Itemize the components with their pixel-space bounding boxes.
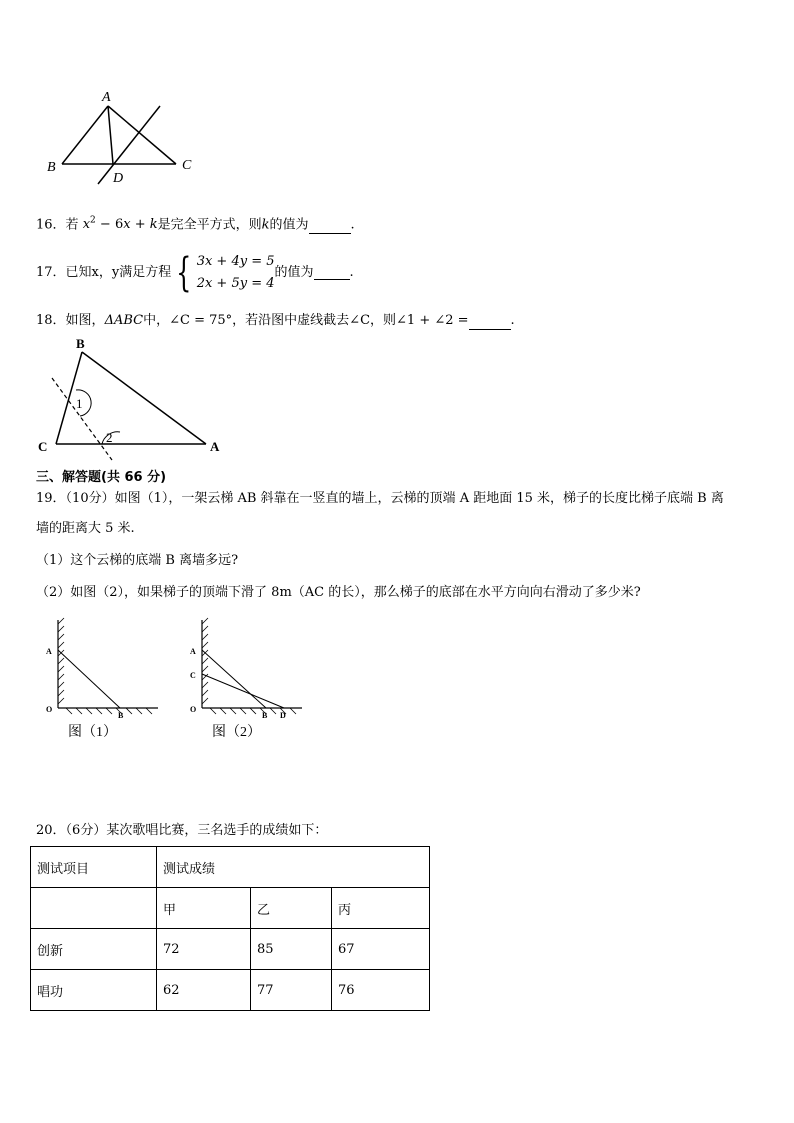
q18-text4: ，则 (370, 313, 397, 328)
triangle-figure-18 (34, 336, 234, 462)
q17-text2: 的值为 (274, 265, 314, 280)
label-b-fig2: B (262, 711, 268, 720)
ladder-figure-2 (184, 614, 314, 744)
label-c: C (182, 158, 192, 173)
triangle-abc-figure (40, 84, 200, 189)
q17-eq1: 3x + 4y = 5 (196, 253, 275, 269)
q17-eq2: 2x + 5y = 4 (196, 275, 275, 291)
caption-fig1: 图（1） (68, 725, 117, 740)
q19-line2: 墙的距离大 5 米. (36, 521, 135, 536)
label-d-fig2: D (280, 711, 286, 720)
label-a: A (102, 90, 111, 105)
q18-angle: ∠C = 75° (169, 313, 233, 328)
angle-1-label: 1 (76, 396, 83, 411)
empty-cell (31, 888, 157, 929)
label-a-18: A (210, 439, 220, 454)
q19-sub2: （2）如图（2），如果梯子的顶端下滑了 8m（AC 的长），那么梯子的底部在水平方向向右滑动了多少米? (36, 585, 641, 600)
q17-end: . (349, 265, 354, 280)
brace-icon: { (176, 249, 192, 296)
table-cell: 76 (332, 970, 430, 1011)
header-test-score: 测试成绩 (157, 847, 430, 888)
q16-text3: 的值为 (269, 217, 309, 233)
table-row (31, 847, 430, 888)
player-header: 丙 (332, 888, 430, 929)
q18-end: . (510, 313, 515, 328)
q16-text2: 是完全平方式，则 (157, 217, 262, 233)
q16-number: 16． (36, 217, 66, 233)
q16-end: . (350, 217, 355, 233)
table-cell: 77 (251, 970, 332, 1011)
player-header: 甲 (157, 888, 251, 929)
q17-system (197, 251, 275, 295)
scores-table (30, 846, 430, 1011)
q17-number: 17． (36, 265, 66, 280)
angle-2-label: 2 (106, 430, 113, 445)
answer-blank-18[interactable] (469, 315, 511, 330)
q20-text: 20．（6分）某次歌唱比赛，三名选手的成绩如下： (36, 823, 328, 838)
header-test-item: 测试项目 (31, 847, 157, 888)
row-label: 唱功 (31, 970, 157, 1011)
q18-text2: 中， (143, 313, 170, 328)
q18-angle-c: ∠C (349, 313, 371, 328)
table-row (31, 888, 430, 929)
q19-sub1: （1）这个云梯的底端 B 离墙多远? (36, 553, 239, 568)
table-cell: 85 (251, 929, 332, 970)
table-row (31, 970, 430, 1011)
section-heading: 三、解答题(共 66 分) (36, 470, 167, 485)
label-a-fig1: A (46, 647, 52, 656)
answer-blank-16[interactable] (309, 219, 351, 234)
label-o-fig1: O (46, 705, 53, 714)
caption-fig2: 图（2） (212, 725, 261, 740)
question-16 (36, 212, 355, 234)
label-o-fig2: O (190, 705, 197, 714)
q19-line1: 19．（10分）如图（1），一架云梯 AB 斜靠在一竖直的墙上，云梯的顶端 A 距地面 15 米，梯子的长度比梯子底端 B 离 (36, 491, 724, 506)
q17-text1: 已知x，y满足方程 (65, 265, 172, 280)
label-b-fig1: B (118, 711, 124, 720)
table-row (31, 929, 430, 970)
q16-expression: $x^2 - 6x + k$ (82, 216, 158, 233)
label-c-18: C (38, 439, 48, 454)
q16-k: k (261, 217, 270, 233)
label-a-fig2: A (190, 647, 196, 656)
q16-text1: 若 (65, 217, 79, 233)
q18-text1: 如图， (65, 313, 105, 328)
q18-text3: ，若沿图中虚线截去 (232, 313, 350, 328)
question-18 (36, 312, 515, 330)
player-header: 乙 (251, 888, 332, 929)
label-b: B (47, 160, 56, 175)
label-b-18: B (76, 336, 85, 351)
question-17 (36, 250, 354, 296)
ladder-figure-1 (40, 614, 170, 744)
row-label: 创新 (31, 929, 157, 970)
q18-sum: ∠1 + ∠2 = (396, 313, 469, 328)
answer-blank-17[interactable] (314, 265, 350, 280)
label-c-fig2: C (190, 671, 196, 680)
q18-number: 18． (36, 313, 66, 328)
table-cell: 67 (332, 929, 430, 970)
label-d: D (113, 171, 124, 186)
table-cell: 72 (157, 929, 251, 970)
table-cell: 62 (157, 970, 251, 1011)
q18-triangle: ΔABC (104, 313, 144, 328)
